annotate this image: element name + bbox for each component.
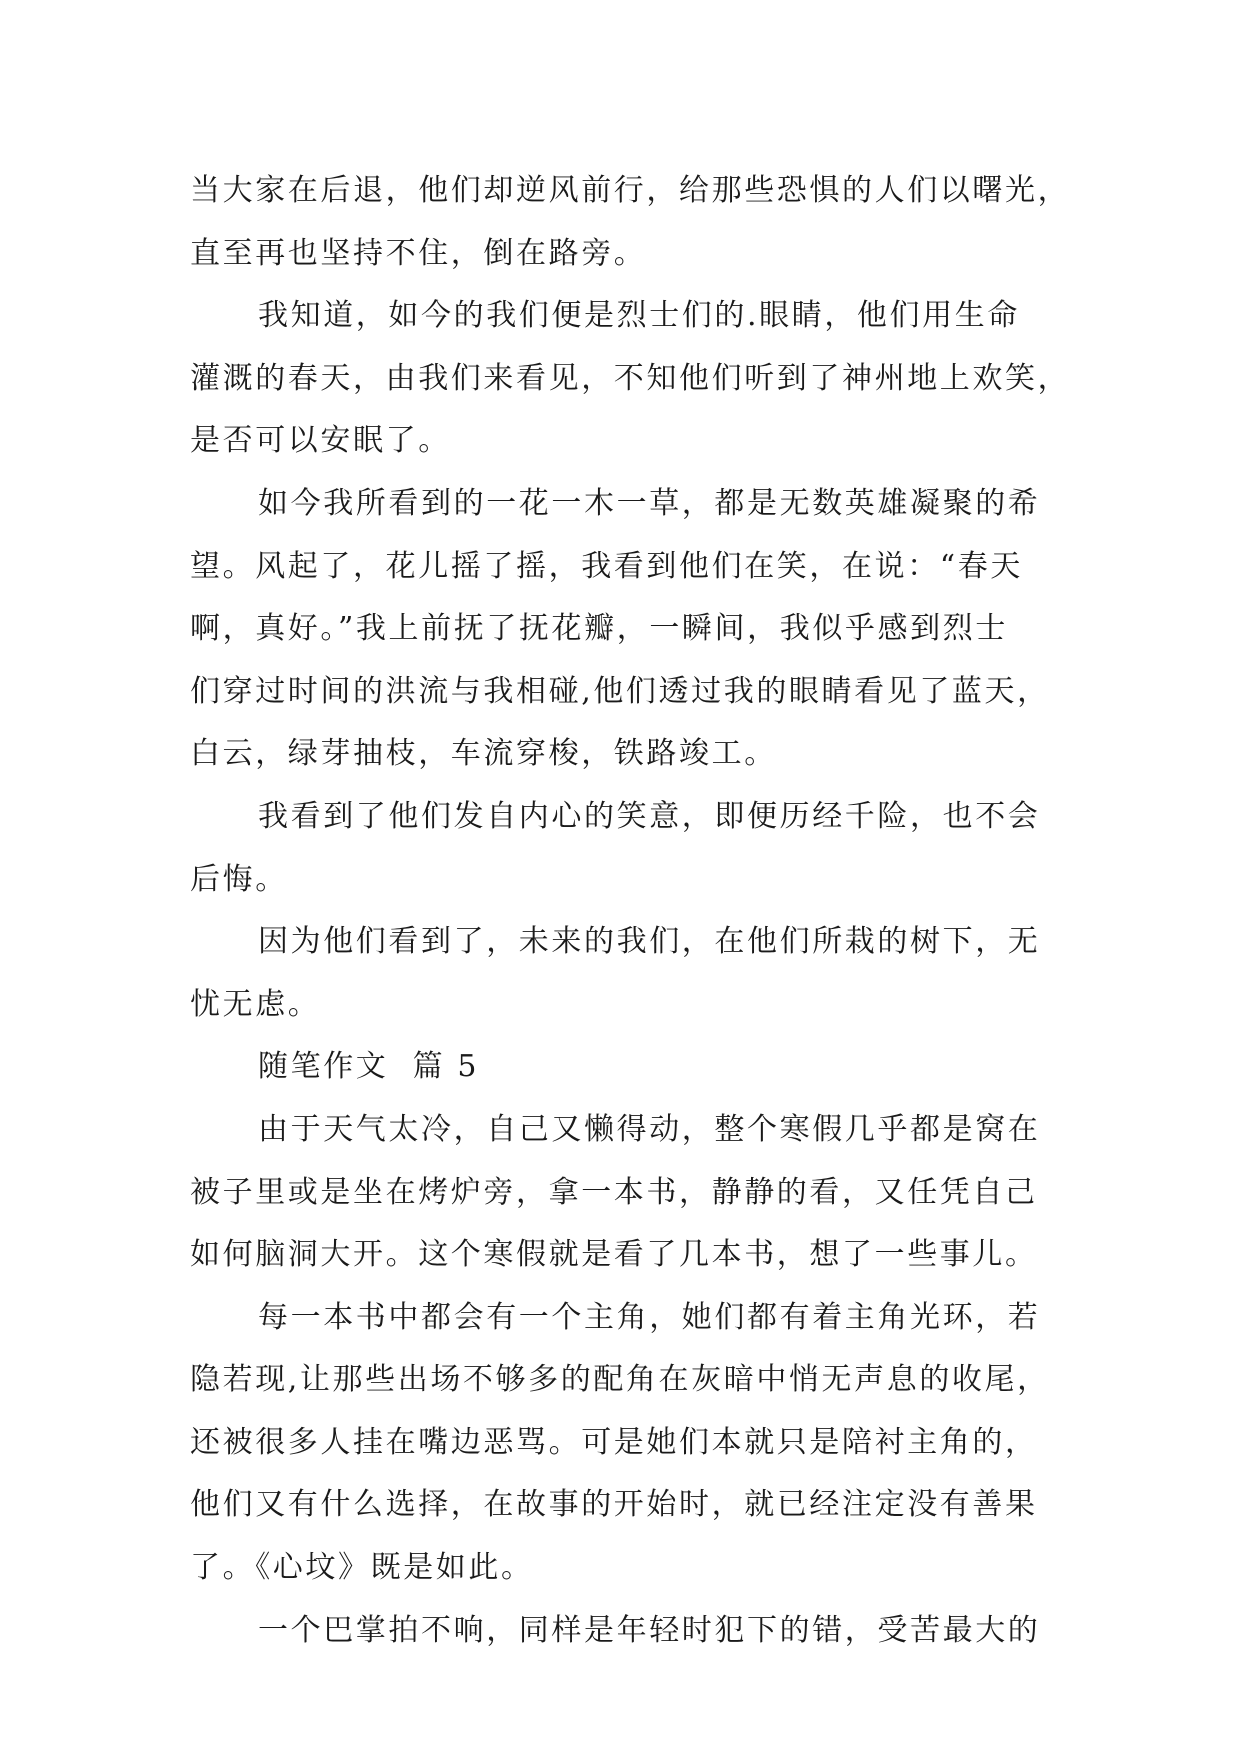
paragraph-start-line: 因为他们看到了，未来的我们，在他们所栽的树下，无	[258, 924, 1041, 960]
text-line: 隐若现,让那些出场不够多的配角在灰暗中悄无声息的收尾，	[190, 1362, 1050, 1398]
text-line: 望。风起了，花儿摇了摇，我看到他们在笑，在说：“春天	[190, 548, 1023, 584]
text-line: 们穿过时间的洪流与我相碰,他们透过我的眼睛看见了蓝天，	[190, 673, 1050, 709]
text-line: 他们又有什么选择，在故事的开始时，就已经注定没有善果	[190, 1487, 1038, 1523]
text-line: 忧无虑。	[190, 986, 321, 1022]
paragraph-start-line: 如今我所看到的一花一木一草，都是无数英雄凝聚的希	[258, 485, 1041, 521]
text-line: 了。《心坟》既是如此。	[190, 1550, 534, 1586]
text-line: 还被很多人挂在嘴边恶骂。可是她们本就只是陪衬主角的，	[190, 1424, 1038, 1460]
text-line: 啊，真好。”我上前抚了抚花瓣，一瞬间，我似乎感到烈士	[190, 611, 1008, 647]
text-line: 被子里或是坐在烤炉旁，拿一本书，静静的看，又任凭自己	[190, 1174, 1038, 1210]
text-line: 是否可以安眠了。	[190, 423, 451, 459]
paragraph-start-line: 每一本书中都会有一个主角，她们都有着主角光环，若	[258, 1299, 1041, 1335]
section-heading: 随笔作文 篇 5	[258, 1049, 480, 1085]
document-page	[190, 160, 1071, 1662]
paragraph-start-line: 由于天气太冷，自己又懒得动，整个寒假几乎都是窝在	[258, 1111, 1041, 1147]
paragraph-start-line: 我知道，如今的我们便是烈士们的.眼睛，他们用生命	[258, 298, 1020, 334]
text-line: 灌溉的春天，由我们来看见，不知他们听到了神州地上欢笑，	[190, 360, 1071, 396]
text-line: 当大家在后退，他们却逆风前行，给那些恐惧的人们以曙光，	[190, 173, 1071, 208]
text-line: 如何脑洞大开。这个寒假就是看了几本书，想了一些事儿。	[190, 1237, 1038, 1273]
paragraph-start-line: 我看到了他们发自内心的笑意，即便历经千险，也不会	[258, 798, 1041, 834]
paragraph-start-line: 一个巴掌拍不响，同样是年轻时犯下的错，受苦最大的	[258, 1612, 1041, 1648]
text-line: 直至再也坚持不住，倒在路旁。	[190, 235, 647, 271]
text-line: 白云，绿芽抽枝，车流穿梭，铁路竣工。	[190, 736, 777, 772]
text-line: 后悔。	[190, 861, 288, 897]
